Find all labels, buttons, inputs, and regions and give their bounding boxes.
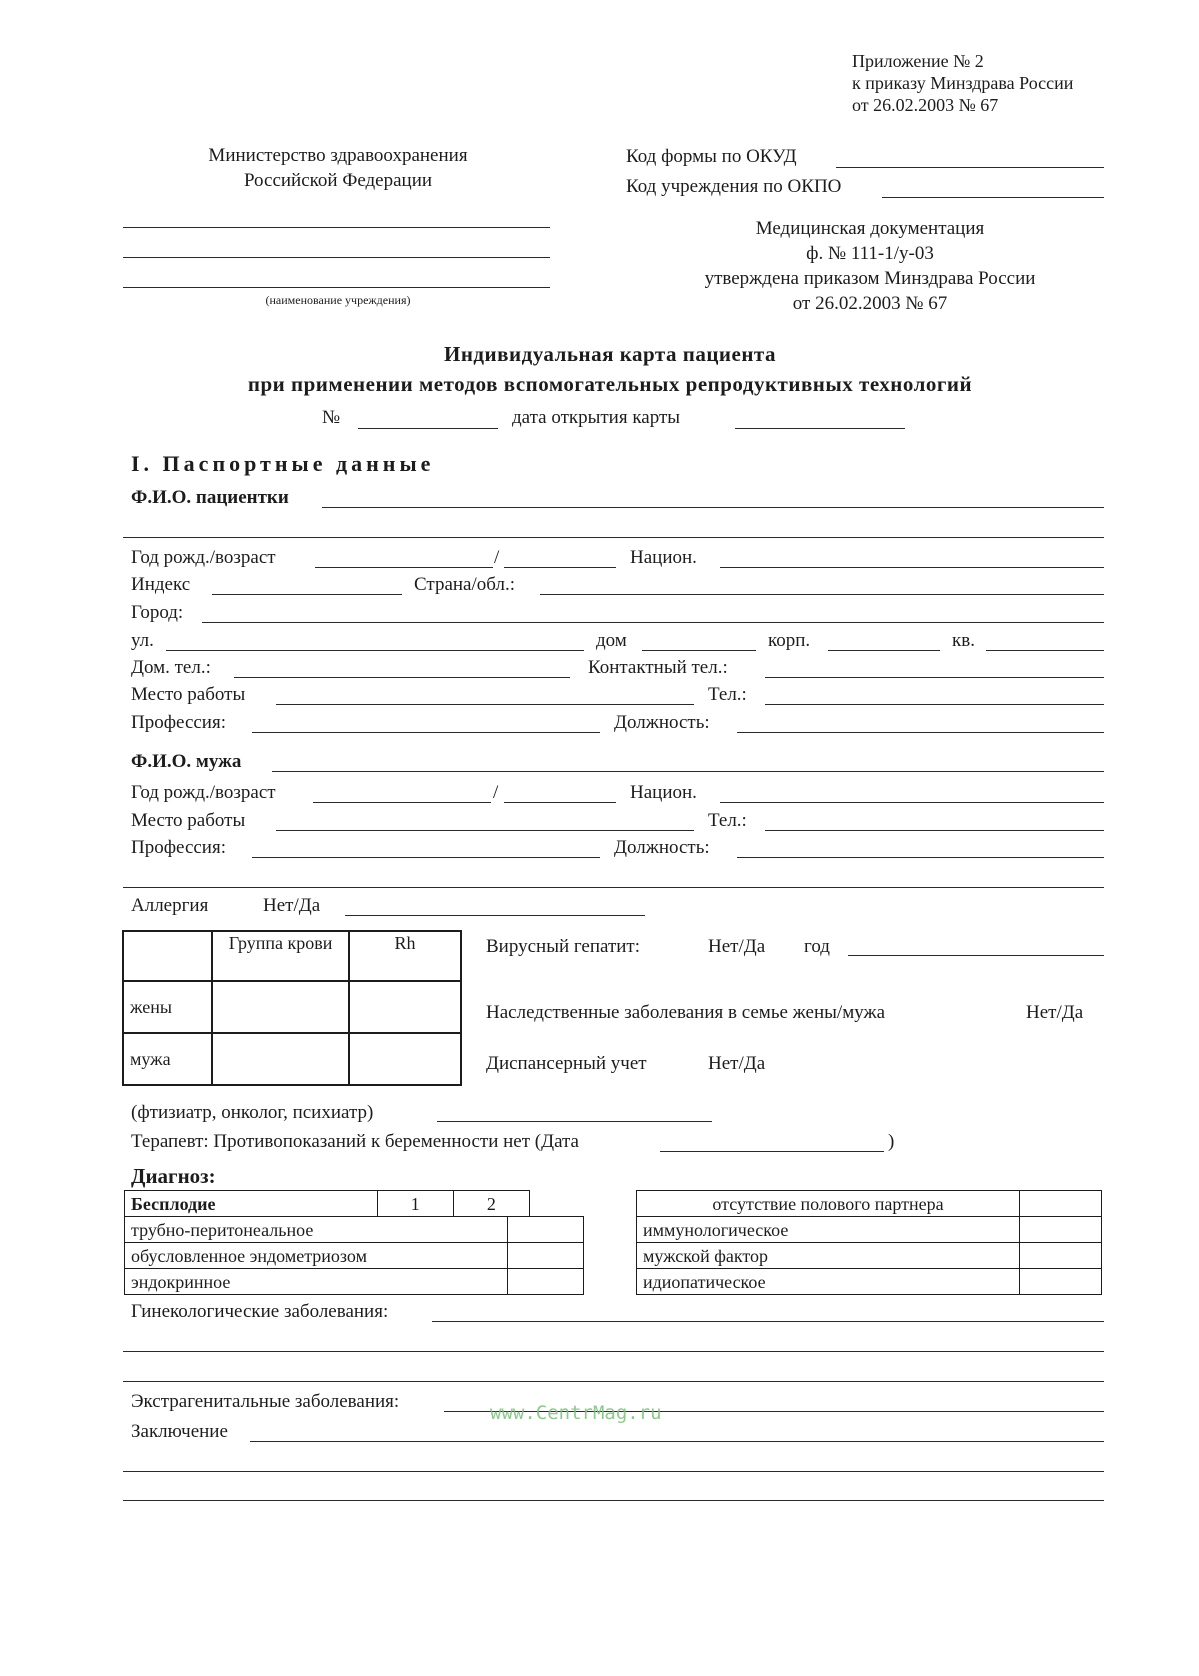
- blood-table-corner: [123, 931, 212, 981]
- okpo-label: Код учреждения по ОКПО: [626, 176, 842, 197]
- blood-group-header: Группа крови: [212, 931, 349, 981]
- infertility-col-1[interactable]: 1: [377, 1191, 453, 1217]
- house-label: дом: [596, 630, 627, 651]
- husband-age-field[interactable]: [504, 780, 616, 803]
- hereditary-no-yes[interactable]: Нет/Да: [1026, 1002, 1084, 1023]
- allergy-label: Аллергия: [131, 895, 209, 916]
- contact-phone-label: Контактный тел.:: [588, 657, 728, 678]
- house-field[interactable]: [642, 628, 756, 651]
- country-field[interactable]: [540, 572, 1104, 595]
- med-doc-line-1: Медицинская документация: [755, 218, 985, 239]
- appendix-line-1: Приложение № 2: [852, 51, 984, 71]
- nation-field[interactable]: [720, 545, 1104, 568]
- hepatitis-no-yes[interactable]: Нет/Да: [708, 936, 766, 957]
- gyn-line-2: [123, 1351, 1104, 1352]
- institution-line-1: [123, 227, 550, 228]
- husband-position-label: Должность:: [614, 837, 710, 858]
- infertility-right-table: [636, 1190, 1102, 1295]
- street-label: ул.: [131, 630, 154, 651]
- infertility-label: Бесплодие: [125, 1191, 378, 1217]
- diagnosis-right-row-2: иммунологическое: [637, 1217, 1020, 1243]
- husband-birth-age-slash: /: [493, 782, 499, 803]
- hereditary-label: Наследственные заболевания в семье жены/мужа: [486, 1002, 886, 1023]
- diagnosis-right-cell-2[interactable]: [1020, 1217, 1102, 1243]
- okpo-field[interactable]: [882, 175, 1104, 198]
- allergy-no-yes[interactable]: Нет/Да: [263, 895, 321, 916]
- card-subtitle: при применении методов вспомогательных репродуктивных технологий: [247, 372, 973, 396]
- wife-rh-cell[interactable]: [349, 981, 461, 1033]
- workplace-field[interactable]: [276, 682, 694, 705]
- conclusion-line-2: [123, 1471, 1104, 1472]
- diagnosis-left-row-3: эндокринное: [125, 1269, 508, 1295]
- diagnosis-right-row-1: отсутствие полового партнера: [637, 1191, 1020, 1217]
- section-passport-heading: I. Паспортные данные: [131, 451, 435, 476]
- country-label: Страна/обл.:: [414, 574, 515, 595]
- infertility-left-table: [124, 1216, 584, 1295]
- husband-name-field[interactable]: [272, 749, 1104, 772]
- open-date-label: дата открытия карты: [512, 407, 681, 428]
- specialists-label: (фтизиатр, онколог, психиатр): [131, 1102, 374, 1123]
- birth-age-slash: /: [494, 547, 500, 568]
- wife-blood-group-cell[interactable]: [212, 981, 349, 1033]
- birth-year-field[interactable]: [315, 545, 493, 568]
- building-field[interactable]: [828, 628, 940, 651]
- husband-nation-field[interactable]: [720, 780, 1104, 803]
- ministry-line-1: Министерство здравоохранения: [208, 145, 468, 166]
- open-date-field[interactable]: [735, 406, 905, 429]
- diagnosis-left-cell-1[interactable]: [508, 1217, 584, 1243]
- ministry-line-2: Российской Федерации: [243, 170, 433, 191]
- work-phone-field[interactable]: [765, 682, 1104, 705]
- rh-header: Rh: [349, 931, 461, 981]
- therapist-date-field[interactable]: [660, 1129, 884, 1152]
- diagnosis-right-row-4: идиопатическое: [637, 1269, 1020, 1295]
- index-field[interactable]: [212, 572, 402, 595]
- index-label: Индекс: [131, 574, 191, 595]
- husband-birth-age-label: Год рожд./возраст: [131, 782, 276, 803]
- institution-line-3: [123, 287, 550, 288]
- blood-table: [122, 930, 462, 1086]
- husband-position-field[interactable]: [737, 835, 1104, 858]
- diagnosis-right-cell-4[interactable]: [1020, 1269, 1102, 1295]
- diagnosis-left-cell-3[interactable]: [508, 1269, 584, 1295]
- nation-label: Национ.: [630, 547, 697, 568]
- appendix-line-2: к приказу Минздрава России: [852, 73, 1074, 93]
- allergy-field[interactable]: [345, 893, 645, 916]
- birth-age-label: Год рожд./возраст: [131, 547, 276, 568]
- hepatitis-label: Вирусный гепатит:: [486, 936, 641, 957]
- patient-name-field[interactable]: [322, 485, 1104, 508]
- conclusion-field[interactable]: [250, 1419, 1104, 1442]
- conclusion-line-3: [123, 1500, 1104, 1501]
- card-number-field[interactable]: [358, 406, 498, 429]
- husband-nation-label: Национ.: [630, 782, 697, 803]
- position-label: Должность:: [614, 712, 710, 733]
- infertility-col-2[interactable]: 2: [453, 1191, 529, 1217]
- husband-workplace-label: Место работы: [131, 810, 246, 831]
- blood-row-husband: мужа: [123, 1033, 212, 1085]
- hepatitis-year-label: год: [804, 936, 830, 957]
- work-phone-label: Тел.:: [708, 684, 747, 705]
- gyn-label: Гинекологические заболевания:: [131, 1301, 389, 1322]
- dispensary-label: Диспансерный учет: [486, 1053, 647, 1074]
- profession-label: Профессия:: [131, 712, 226, 733]
- appendix-line-3: от 26.02.2003 № 67: [852, 95, 999, 115]
- profession-field[interactable]: [252, 710, 600, 733]
- med-doc-line-3: утверждена приказом Минздрава России: [704, 268, 1036, 289]
- husband-profession-field[interactable]: [252, 835, 600, 858]
- age-field[interactable]: [504, 545, 616, 568]
- therapist-label: Терапевт: Противопоказаний к беременности нет (Дата: [131, 1131, 579, 1152]
- diagnosis-right-cell-1[interactable]: [1020, 1191, 1102, 1217]
- husband-profession-label: Профессия:: [131, 837, 226, 858]
- husband-phone-field[interactable]: [765, 808, 1104, 831]
- husband-workplace-field[interactable]: [276, 808, 694, 831]
- building-label: корп.: [768, 630, 811, 651]
- diagnosis-left-cell-2[interactable]: [508, 1243, 584, 1269]
- diagnosis-right-row-3: мужской фактор: [637, 1243, 1020, 1269]
- institution-line-2: [123, 257, 550, 258]
- dispensary-no-yes[interactable]: Нет/Да: [708, 1053, 766, 1074]
- contact-phone-field[interactable]: [765, 655, 1104, 678]
- apt-field[interactable]: [986, 628, 1104, 651]
- diagnosis-left-row-1: трубно-перитонеальное: [125, 1217, 508, 1243]
- patient-name-line-2: [123, 537, 1104, 538]
- med-doc-line-2: ф. № 111-1/у-03: [806, 243, 934, 264]
- therapist-close: ): [888, 1131, 895, 1152]
- extragen-label: Экстрагенитальные заболевания:: [131, 1391, 400, 1412]
- city-field[interactable]: [202, 600, 1104, 623]
- okud-label: Код формы по ОКУД: [626, 146, 797, 167]
- blood-row-wife: жены: [123, 981, 212, 1033]
- husband-birth-year-field[interactable]: [313, 780, 491, 803]
- position-field[interactable]: [737, 710, 1104, 733]
- husband-blood-group-cell[interactable]: [212, 1033, 349, 1085]
- med-doc-line-4: от 26.02.2003 № 67: [792, 293, 948, 314]
- institution-caption: (наименование учреждения): [265, 293, 411, 307]
- gyn-field[interactable]: [432, 1299, 1104, 1322]
- city-label: Город:: [131, 602, 184, 623]
- diagnosis-heading: Диагноз:: [131, 1164, 216, 1188]
- conclusion-label: Заключение: [131, 1421, 228, 1442]
- diagnosis-right-cell-3[interactable]: [1020, 1243, 1102, 1269]
- husband-phone-label: Тел.:: [708, 810, 747, 831]
- street-field[interactable]: [166, 628, 584, 651]
- home-phone-field[interactable]: [234, 655, 570, 678]
- workplace-label: Место работы: [131, 684, 246, 705]
- card-number-label: №: [322, 407, 341, 428]
- hepatitis-year-field[interactable]: [848, 933, 1104, 956]
- infertility-header-table: [124, 1190, 530, 1217]
- husband-name-label: Ф.И.О. мужа: [131, 751, 242, 772]
- apt-label: кв.: [952, 630, 975, 651]
- husband-rh-cell[interactable]: [349, 1033, 461, 1085]
- patient-name-label: Ф.И.О. пациентки: [131, 487, 289, 508]
- diagnosis-left-row-2: обусловленное эндометриозом: [125, 1243, 508, 1269]
- specialists-field[interactable]: [437, 1099, 712, 1122]
- gyn-line-3: [123, 1381, 1104, 1382]
- separator-line: [123, 887, 1104, 888]
- okud-field[interactable]: [836, 145, 1104, 168]
- watermark: www.CentrMag.ru: [490, 1402, 662, 1424]
- home-phone-label: Дом. тел.:: [131, 657, 211, 678]
- card-title: Индивидуальная карта пациента: [443, 342, 777, 366]
